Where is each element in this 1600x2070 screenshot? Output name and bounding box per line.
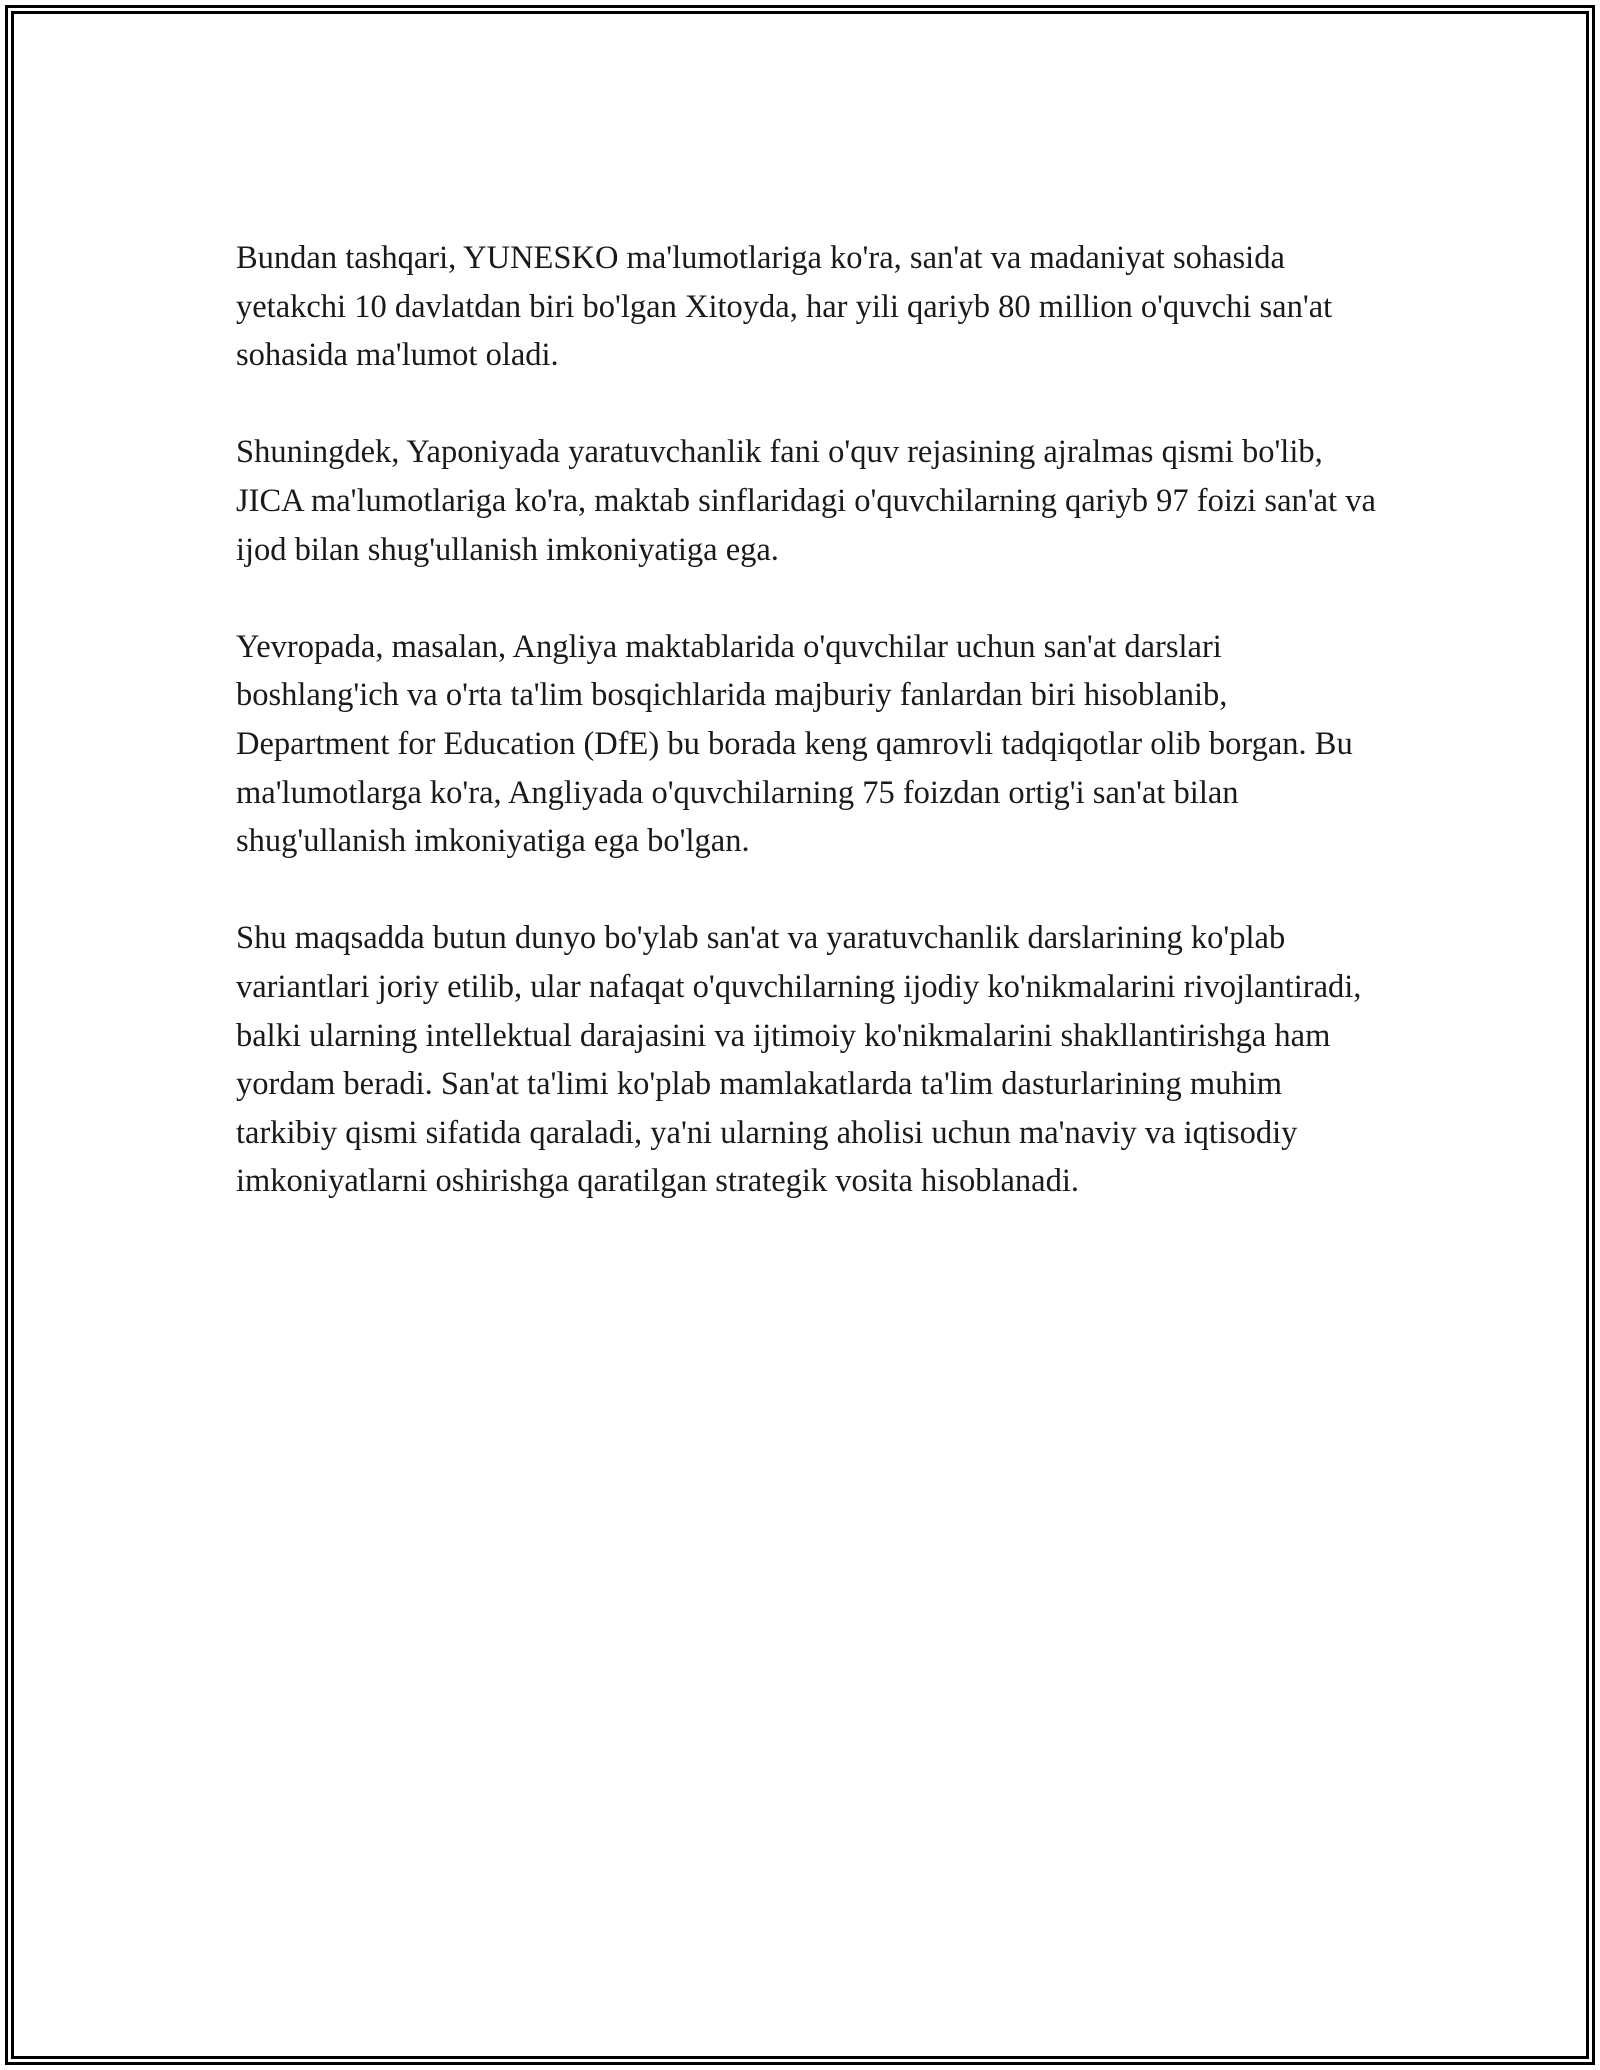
paragraph-2: Shuningdek, Yaponiyada yaratuvchanlik fani o'quv rejasining ajralmas qismi bo'lib, JICA ma'lumotlariga ko'ra, maktab sinflaridagi o'quvchilarning qariyb 97 foizi san'at va ijod bilan shug'ullanish imkoniyatiga ega. [236, 434, 1376, 568]
paragraph-1: Bundan tashqari, YUNESKO ma'lumotlariga ko'ra, san'at va madaniyat sohasida yetakchi 10 davlatdan biri bo'lgan Xitoyda, har yili qariyb 80 million o'quvchi san'at sohasida ma'lumot oladi. [236, 240, 1333, 374]
paragraph-3: Yevropada, masalan, Angliya maktablarida o'quvchilar uchun san'at darslari boshlang'ich va o'rta ta'lim bosqichlarida majburiy fanlardan biri hisoblanib, Department for Education (DfE) bu borada keng qamrovli tadqiqotlar olib borgan. Bu ma'lumotlarga ko'ra, Angliyada o'quvchilarning 75 foizdan ortig'i san'at bilan shug'ullanish imkoniyatiga ega bo'lgan. [236, 628, 1353, 860]
document-body [236, 234, 1386, 1254]
paragraph-4: Shu maqsadda butun dunyo bo'ylab san'at va yaratuvchanlik darslarining ko'plab variantlari joriy etilib, ular nafaqat o'quvchilarning ijodiy ko'nikmalarini rivojlantiradi, balki ularning intellektual darajasini va ijtimoiy ko'nikmalarini shakllantirishga ham yordam beradi. San'at ta'limi ko'plab mamlakatlarda ta'lim dasturlarining muhim tarkibiy qismi sifatida qaraladi, ya'ni ularning aholisi uchun ma'naviy va iqtisodiy imkoniyatlarni oshirishga qaratilgan strategik vosita hisoblanadi. [236, 920, 1362, 1200]
